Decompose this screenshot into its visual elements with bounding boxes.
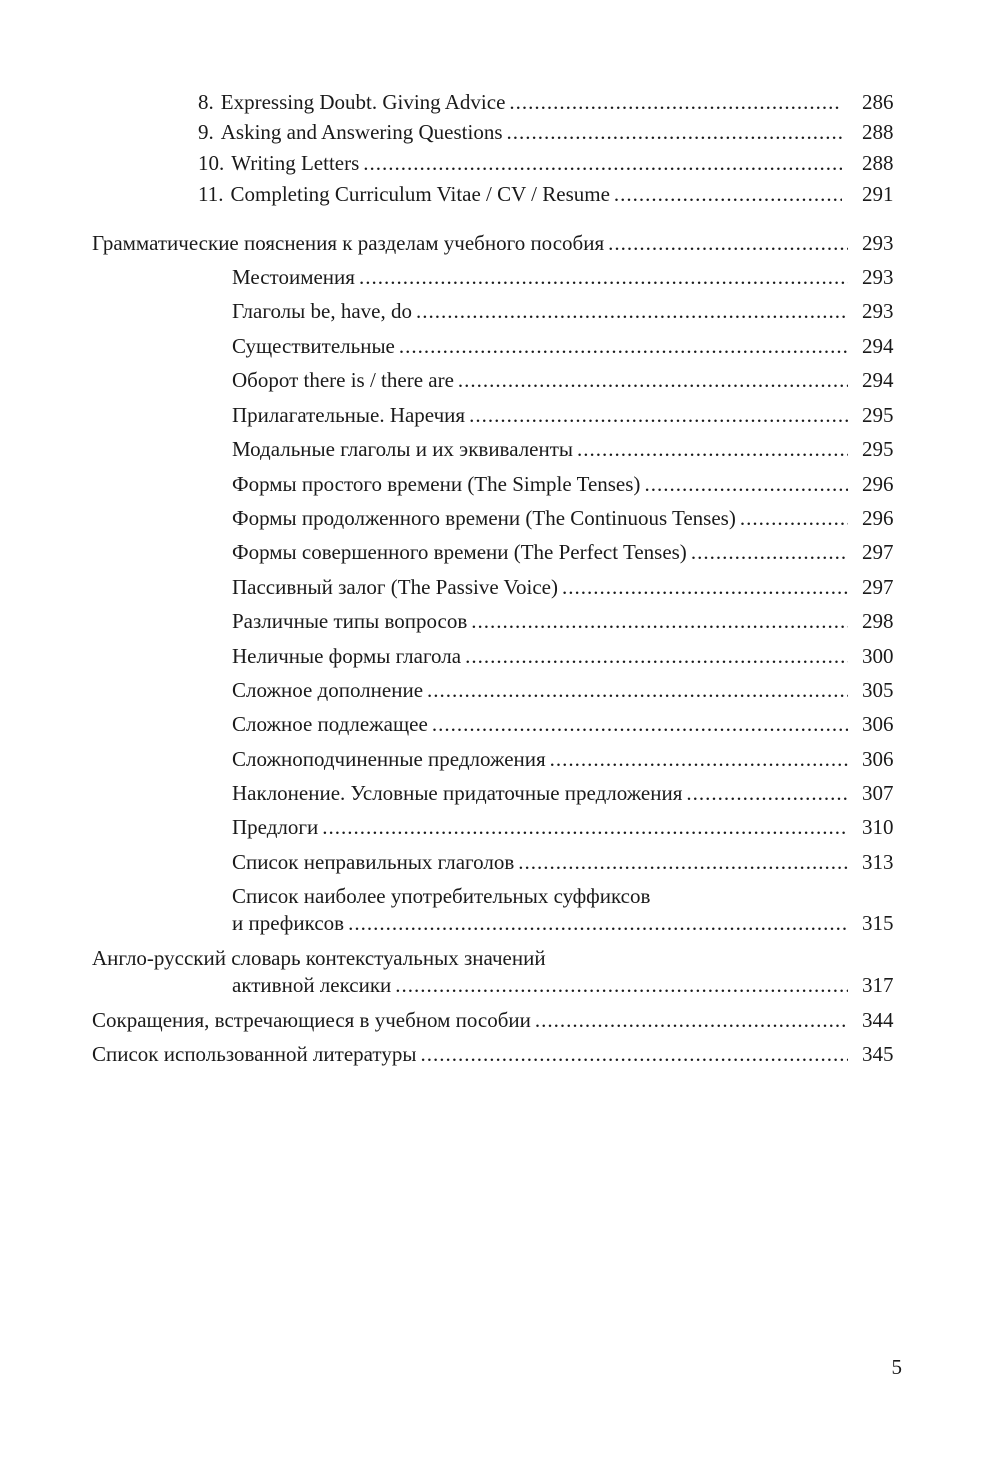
page-number: 286 bbox=[862, 90, 894, 114]
leader-dots bbox=[322, 815, 848, 839]
toc-subentry bbox=[232, 678, 852, 702]
leader-dots bbox=[614, 182, 842, 206]
leader-dots bbox=[644, 472, 848, 496]
toc-subentry bbox=[232, 644, 852, 668]
leader-dots bbox=[550, 747, 848, 771]
page-number: 296 bbox=[862, 472, 894, 496]
toc-subentry bbox=[232, 781, 852, 805]
toc-subentry bbox=[232, 299, 852, 323]
leader-dots bbox=[691, 540, 848, 564]
entry-title: Сложное дополнение bbox=[232, 678, 424, 702]
toc-subentry bbox=[232, 815, 852, 839]
toc-subentry bbox=[232, 265, 852, 289]
leader-dots bbox=[416, 299, 848, 323]
entry-title: Формы совершенного времени (The Perfect Tenses) bbox=[232, 540, 687, 564]
toc-entry bbox=[198, 182, 846, 206]
page-number: 315 bbox=[862, 911, 894, 935]
entry-title: Completing Curriculum Vitae / CV / Resume bbox=[230, 182, 610, 206]
leader-dots bbox=[348, 911, 848, 935]
section-entry-references bbox=[92, 1042, 852, 1066]
page-number: 295 bbox=[862, 437, 894, 461]
page-number: 294 bbox=[862, 334, 894, 358]
entry-title: Expressing Doubt. Giving Advice bbox=[220, 90, 506, 114]
leader-dots bbox=[465, 644, 848, 668]
toc-subentry bbox=[232, 437, 852, 461]
page-number: 291 bbox=[862, 182, 894, 206]
entry-number: 10. bbox=[198, 151, 225, 175]
toc-entry bbox=[198, 151, 846, 175]
page-number: 294 bbox=[862, 368, 894, 392]
toc-subentry bbox=[232, 609, 852, 633]
toc-subentry bbox=[232, 334, 852, 358]
entry-title: Наклонение. Условные придаточные предложения bbox=[232, 781, 683, 805]
entry-title: Оборот there is / there are bbox=[232, 368, 454, 392]
entry-title: Список неправильных глаголов bbox=[232, 850, 515, 874]
page-number: 310 bbox=[862, 815, 894, 839]
entry-title: Существительные bbox=[232, 334, 395, 358]
leader-dots bbox=[740, 506, 848, 530]
leader-dots bbox=[427, 678, 848, 702]
page-number: 307 bbox=[862, 781, 894, 805]
leader-dots bbox=[608, 231, 848, 255]
page-number: 306 bbox=[862, 712, 894, 736]
section-title: Сокращения, встречающиеся в учебном пособии bbox=[92, 1008, 531, 1032]
toc-subentry bbox=[232, 575, 852, 599]
leader-dots bbox=[577, 437, 848, 461]
section-title-line2: активной лексики bbox=[232, 973, 392, 997]
entry-title: Различные типы вопросов bbox=[232, 609, 468, 633]
page-number: 297 bbox=[862, 540, 894, 564]
entry-title: Предлоги bbox=[232, 815, 319, 839]
entry-title: Формы простого времени (The Simple Tenses) bbox=[232, 472, 641, 496]
entry-title: Пассивный залог (The Passive Voice) bbox=[232, 575, 558, 599]
page-number: 297 bbox=[862, 575, 894, 599]
entry-title: Прилагательные. Наречия bbox=[232, 403, 466, 427]
folio-page-number: 5 bbox=[891, 1355, 902, 1379]
leader-dots bbox=[518, 850, 848, 874]
entry-title: Формы продолженного времени (The Continuous Tenses) bbox=[232, 506, 736, 530]
entry-title: Asking and Answering Questions bbox=[220, 120, 503, 144]
toc-subentry bbox=[232, 911, 852, 935]
leader-dots bbox=[420, 1042, 848, 1066]
toc-subentry bbox=[232, 506, 852, 530]
leader-dots bbox=[471, 609, 848, 633]
leader-dots bbox=[686, 781, 848, 805]
toc-subentry bbox=[232, 540, 852, 564]
page-number: 345 bbox=[862, 1042, 894, 1066]
page-number: 344 bbox=[862, 1008, 894, 1032]
page-number: 293 bbox=[862, 231, 894, 255]
entry-number: 8. bbox=[198, 90, 214, 114]
leader-dots bbox=[399, 334, 848, 358]
entry-title: Модальные глаголы и их эквиваленты bbox=[232, 437, 574, 461]
entry-title-line1: Список наиболее употребительных суффиксов bbox=[232, 884, 651, 908]
page-number: 305 bbox=[862, 678, 894, 702]
entry-number: 9. bbox=[198, 120, 214, 144]
toc-subentry bbox=[232, 747, 852, 771]
toc-entry bbox=[198, 120, 846, 144]
entry-title-line2: и префиксов bbox=[232, 911, 345, 935]
page-number: 288 bbox=[862, 120, 894, 144]
leader-dots bbox=[359, 265, 848, 289]
section-entry-dictionary bbox=[232, 973, 852, 997]
entry-number: 11. bbox=[198, 182, 224, 206]
section-entry-abbreviations bbox=[92, 1008, 852, 1032]
entry-title: Глаголы be, have, do bbox=[232, 299, 412, 323]
page-number: 313 bbox=[862, 850, 894, 874]
entry-title: Writing Letters bbox=[231, 151, 360, 175]
toc-entry bbox=[198, 90, 846, 114]
leader-dots bbox=[395, 973, 848, 997]
leader-dots bbox=[363, 151, 842, 175]
page-number: 306 bbox=[862, 747, 894, 771]
toc-subentry bbox=[232, 403, 852, 427]
leader-dots bbox=[509, 90, 842, 114]
leader-dots bbox=[432, 712, 848, 736]
entry-title: Сложное подлежащее bbox=[232, 712, 428, 736]
leader-dots bbox=[507, 120, 843, 144]
leader-dots bbox=[535, 1008, 848, 1032]
page-number: 296 bbox=[862, 506, 894, 530]
page-number: 293 bbox=[862, 299, 894, 323]
toc-subentry bbox=[232, 712, 852, 736]
entry-title: Сложноподчиненные предложения bbox=[232, 747, 546, 771]
page-number: 298 bbox=[862, 609, 894, 633]
page-number: 295 bbox=[862, 403, 894, 427]
page-number: 317 bbox=[862, 973, 894, 997]
leader-dots bbox=[469, 403, 848, 427]
entry-title: Местоимения bbox=[232, 265, 355, 289]
section-title: Список использованной литературы bbox=[92, 1042, 417, 1066]
section-title-line1: Англо-русский словарь контекстуальных значений bbox=[92, 946, 546, 970]
section-title: Грамматические пояснения к разделам учебного пособия bbox=[92, 231, 605, 255]
leader-dots bbox=[458, 368, 848, 392]
page-number: 300 bbox=[862, 644, 894, 668]
toc-subentry bbox=[232, 368, 852, 392]
page-number: 288 bbox=[862, 151, 894, 175]
section-entry-grammar bbox=[92, 231, 852, 255]
toc-subentry bbox=[232, 850, 852, 874]
toc-subentry bbox=[232, 472, 852, 496]
entry-title: Неличные формы глагола bbox=[232, 644, 462, 668]
leader-dots bbox=[562, 575, 848, 599]
page-number: 293 bbox=[862, 265, 894, 289]
